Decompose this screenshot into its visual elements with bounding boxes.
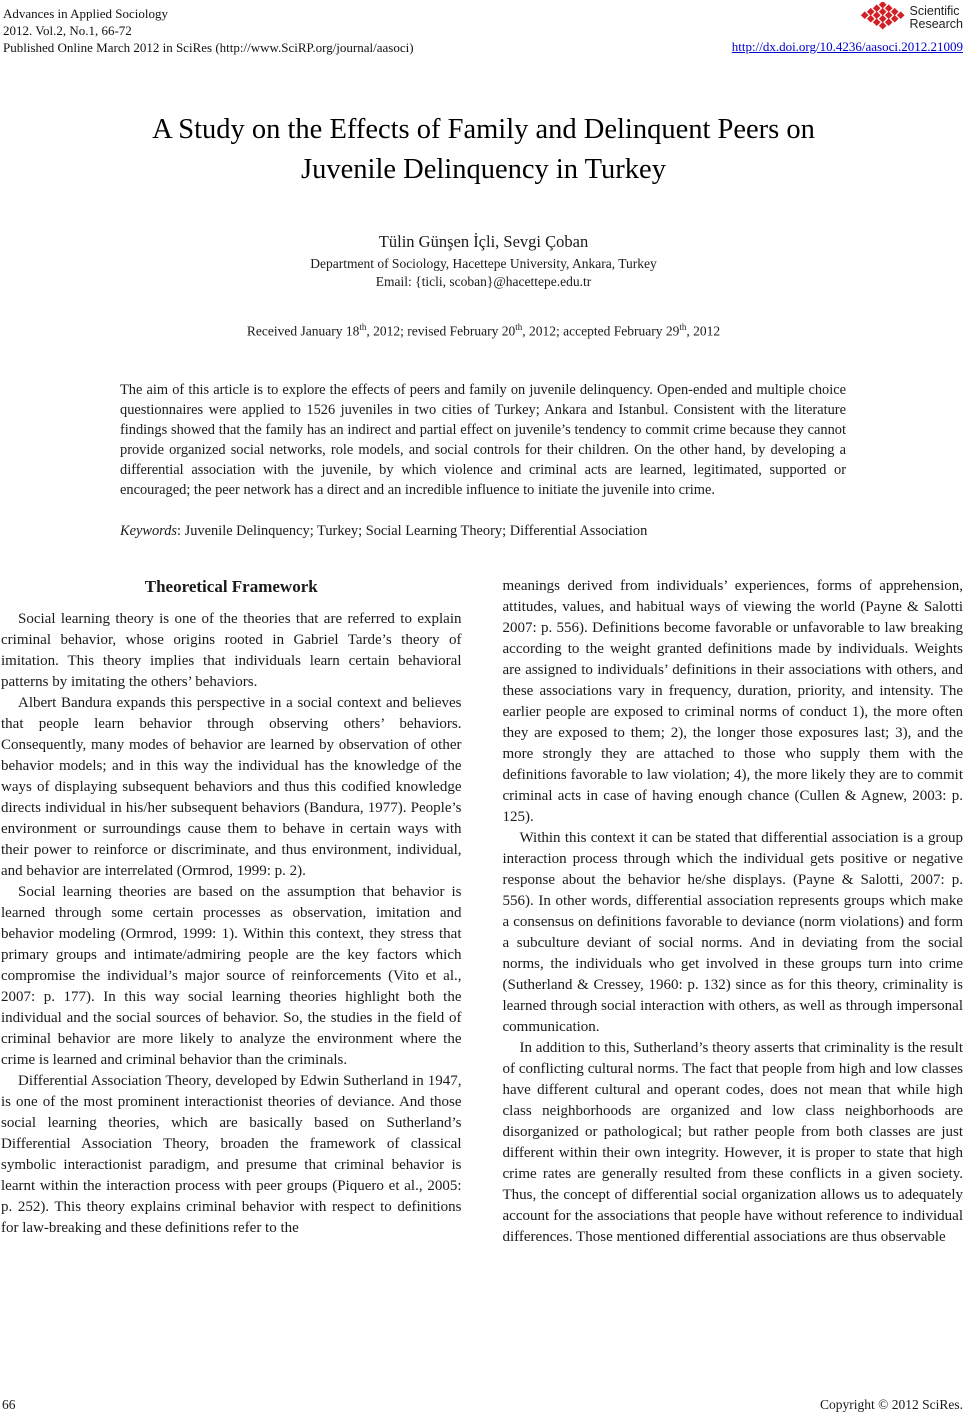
body-paragraph: Social learning theories are based on the assumption that behavior is learned through some certain processes as observation, imitation and behavior modeling (Ormrod, 1999: 1). Within this context, they stress that primary groups and intimate/admiring people are the key factors which compromise the individual’s major source of reinforcements (Vito et al., 2007: p. 177). In this way social learning theories highlight both the individual and the social sources of behavior. So, the studies in the field of criminal behavior are more likely to analyze the environment where the crime is learned and criminal behavior than the criminals. [1,883,462,1068]
left-column [1,576,462,1248]
received-part: , 2012; accepted February 29 [522,323,680,339]
received-superscript: th [515,322,523,332]
article-title-line2: Juvenile Delinquency in Turkey [301,154,666,185]
page-footer [0,1397,967,1413]
body-paragraph: Differential Association Theory, developed by Edwin Sutherland in 1947, is one of the most prominent interactionist theories of deviance. And those social learning theories, which are basically based on Sutherland’s Differential Association Theory, broaden the framework of classical symbolic interactionist paradigm, and presume that criminal behavior is learnt within the interaction process with peer groups (Piquero et al., 2005: p. 252). This theory explains criminal behavior with respect to definitions for law-breaking and these definitions refer to the [1,1072,462,1236]
logo-word-research: Research [909,17,963,31]
received-superscript: th [679,322,687,332]
keywords-label: Keywords [120,522,178,539]
published-online-line: Published Online March 2012 in SciRes (http://www.SciRP.org/journal/aasoci) [3,40,414,55]
keywords-text: : Juvenile Delinquency; Turkey; Social Learning Theory; Differential Association [177,522,648,539]
logo-wordmark [910,5,964,31]
scirp-diamonds-icon [860,2,906,34]
section-heading: Theoretical Framework [144,576,318,596]
received-part: , 2012; revised February 20 [366,323,516,339]
logo-word-scientific: Scientific [909,4,960,18]
body-paragraph: Within this context it can be stated that differential association is a group interaction process through which the individual gets positive or negative response about the behavior he/she displays. (Payne & Salotti, 2007: p. 556). In other words, differential association represents groups which make a consensus on definitions favorable to deviance (norm violations) and form a subculture deviant of social norms. And in deviating from the social norms, the individuals who get involved in these groups turn into crime (Sutherland & Cressey, 1960: p. 132) since as for this theory, criminality is learned through social interaction with others, as well as through impersonal communication. [502,829,963,1035]
journal-issue: 2012. Vol.2, No.1, 66-72 [3,23,132,38]
keywords-line [120,523,846,540]
article-title [0,110,967,190]
authors: Tülin Günşen İçli, Sevgi Çoban [378,232,589,251]
email-line: Email: {ticli, scoban}@hacettepe.edu.tr [375,274,592,289]
right-column [503,576,964,1248]
journal-title: Advances in Applied Sociology [3,6,169,21]
page-header [0,0,967,60]
body-paragraph: meanings derived from individuals’ experiences, forms of apprehension, attitudes, values, and habitual ways of viewing the world (Payne & Salotti 2007: p. 556). Definitions become favorable or unfavorable to law breaking according to the weight granted definitions made by individuals. Weights are assigned to individuals’ definitions in their associations with others, and these associations vary in frequency, duration, priority, and intensity. The earlier people are exposed to criminal norms of conduct 1), the more often they are exposed to them; 2), the longer those exposures last; 3), and the more strongly they are attached to those who supply them with the definitions favorable to law violation; 4), the more likely they are to commit criminal acts in case of having enough chance (Cullen & Agnew, 2003: p. 125). [502,577,963,825]
article-body [1,576,963,1248]
doi-link[interactable]: http://dx.doi.org/10.4236/aasoci.2012.21009 [731,39,963,54]
body-paragraph: In addition to this, Sutherland’s theory asserts that criminality is the result of conflicting cultural norms. The fact that people from high and low classes have different cultural and operant codes, does not mean that while high class neighborhoods are organized and low class neighborhoods are disorganized or pathological; but rather people from both classes are just different within their own integrity. However, it is proper to state that high crime rates are generally resulted from these conflicts in a given society. Thus, the concept of differential social organization allows us to adequately account for the associations that people have without reference to individual differences. Those mentioned differential associations are thus observable [502,1039,963,1245]
title-block [0,110,967,340]
affiliation: Department of Sociology, Hacettepe University, Ankara, Turkey [310,256,657,271]
received-dates [0,322,967,340]
copyright-notice: Copyright © 2012 SciRes. [819,1397,963,1412]
header-right [732,2,963,56]
article-title-line1: A Study on the Effects of Family and Delinquent Peers on [152,114,815,145]
body-paragraph: Albert Bandura expands this perspective in a social context and believes that people learn behavior through observing others’ behaviors. Consequently, many modes of behavior are learned by observation of other behavior models; and in this way the individual has the knowledge of the ways of displaying subsequent behaviors and thus this codified knowledge directs individual in his/her subsequent behaviors (Bandura, 1977). People’s environment or surroundings cause them to behave in certain ways with their power to reinforce or discriminate, and thus environment, individual, and behavior are interrelated (Ormrod, 1999: p. 2). [1,694,462,879]
abstract: The aim of this article is to explore the effects of peers and family on juvenile delinquency. Open-ended and multiple choice questionnaires were applied to 1526 juveniles in two cities of Turkey; Ankara and Istanbul. Consistent with the literature findings showed that the family has an indirect and partial effect on juvenile’s tendency to commit crime because they cannot provide organized social networks, role models, and social controls for their children. On the other hand, by developing a differential association with the juvenile, by which violence and criminal acts are learned, legitimated, supported or encouraged; the peer network has a direct and an incredible influence to initiate the juvenile into crime. [120,381,846,498]
body-paragraph: Social learning theory is one of the theories that are referred to explain criminal behavior, whose origins rooted in Gabriel Tarde’s theory of imitation. This theory implies that individuals learn certain behavioral patterns by imitating the others’ behaviors. [1,610,462,690]
page-number: 66 [2,1397,16,1412]
received-part: Received January 18 [246,323,360,339]
received-part: , 2012 [686,323,721,339]
scientific-research-logo [732,2,963,34]
received-superscript: th [359,322,367,332]
